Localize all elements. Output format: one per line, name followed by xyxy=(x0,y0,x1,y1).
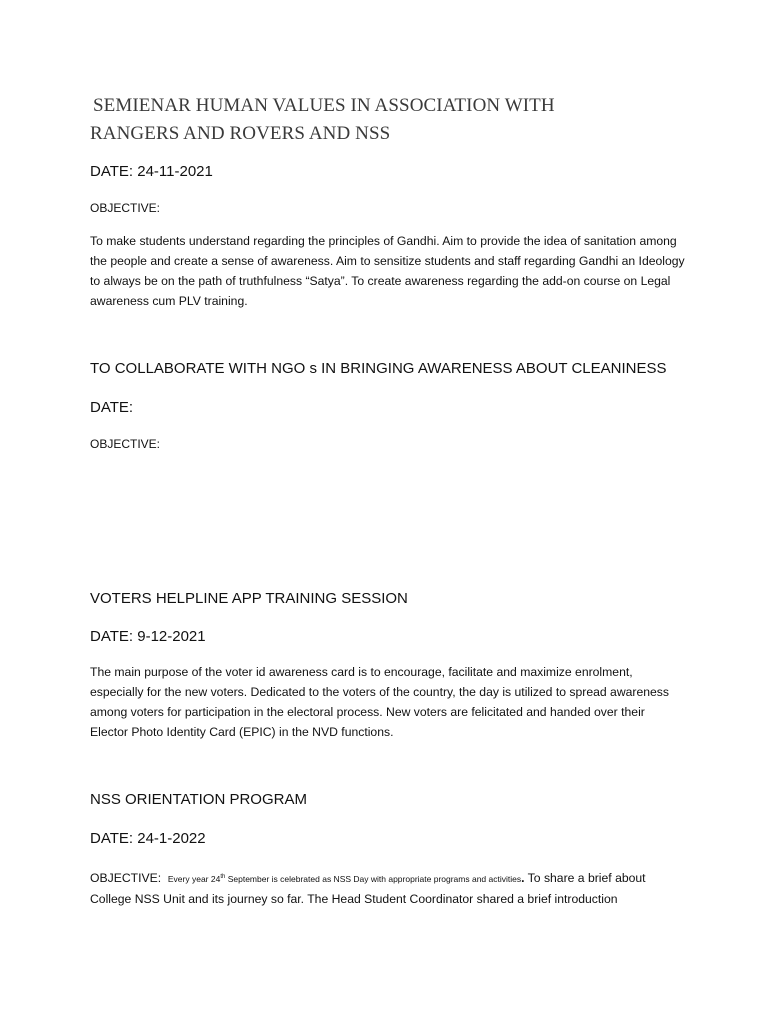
section-3-heading: VOTERS HELPLINE APP TRAINING SESSION xyxy=(90,590,408,607)
section-2-date: DATE: xyxy=(90,399,134,416)
section-4-small-text xyxy=(168,874,521,884)
section-4-small-text-before: Every year 24 xyxy=(167,874,221,884)
section-4-period: . xyxy=(521,871,525,885)
section-4-small-text-after: September is celebrated as NSS Day with appropriate programs and activities xyxy=(225,874,522,884)
section-2-heading: TO COLLABORATE WITH NGO s IN BRINGING AWARENESS ABOUT CLEANINESS xyxy=(90,360,667,377)
section-4-small-text-sup: th xyxy=(220,874,226,881)
section-1-title-line-2: RANGERS AND ROVERS AND NSS xyxy=(90,123,391,144)
section-4-objective-label: OBJECTIVE: xyxy=(90,871,162,885)
section-3-date: DATE: 9-12-2021 xyxy=(90,628,206,645)
section-1-objective-label: OBJECTIVE: xyxy=(90,201,161,215)
section-4-description-block xyxy=(90,868,686,909)
section-1-title-line-1: SEMIENAR HUMAN VALUES IN ASSOCIATION WITH xyxy=(93,95,555,116)
section-2-objective-label: OBJECTIVE: xyxy=(90,437,161,451)
section-4-date: DATE: 24-1-2022 xyxy=(90,830,206,847)
section-1-date: DATE: 24-11-2021 xyxy=(90,163,213,180)
section-4-heading: NSS ORIENTATION PROGRAM xyxy=(90,791,307,808)
section-1-description: To make students understand regarding the principles of Gandhi. Aim to provide the idea of sanitation among the people and create a sense of awareness. Aim to sensitize students and staff regarding Gandhi an Ideology to always be on the path of truthfulness “Satya”. To create awareness regarding the add-on course on Legal awareness cum PLV training. xyxy=(90,234,685,308)
section-3-description: The main purpose of the voter id awareness card is to encourage, facilitate and maximize enrolment, especially for the new voters. Dedicated to the voters of the country, the day is utilized to spread awareness among voters for participation in the electoral process. New voters are felicitated and handed over their Elector Photo Identity Card (EPIC) in the NVD functions. xyxy=(90,665,669,739)
section-4-description: To share a brief about College NSS Unit and its journey so far. The Head Student Coordinator shared a brief introduction xyxy=(90,871,646,906)
